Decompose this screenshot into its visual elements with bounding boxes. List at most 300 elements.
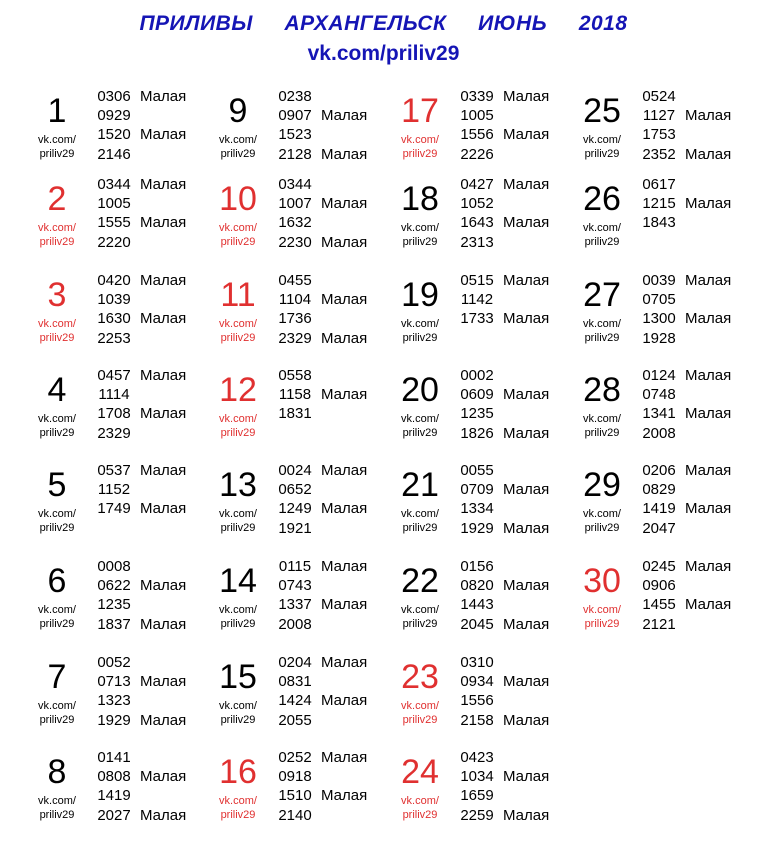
day-24 bbox=[389, 748, 571, 828]
day-link-line: vk.com/ bbox=[219, 700, 257, 712]
day-27 bbox=[571, 271, 753, 351]
tide-time: 1643 bbox=[460, 214, 494, 232]
tide-time: 2140 bbox=[278, 806, 312, 824]
low-water-label: Малая bbox=[321, 462, 368, 479]
day-link-line: vk.com/ bbox=[219, 134, 257, 146]
tide-time: 1837 bbox=[97, 615, 131, 633]
day-12 bbox=[207, 366, 389, 446]
day-25 bbox=[571, 87, 753, 167]
low-water-label: Малая bbox=[140, 577, 187, 595]
low-water-label: Малая bbox=[685, 145, 732, 163]
tide-time: 0906 bbox=[642, 577, 676, 595]
low-water-label: Малая bbox=[503, 711, 550, 729]
tide-time: 0455 bbox=[278, 272, 312, 289]
day-link-line: priliv29 bbox=[402, 236, 438, 248]
low-water-label: Малая bbox=[140, 272, 187, 289]
day-link-line: priliv29 bbox=[584, 618, 620, 630]
low-water-label: Малая bbox=[503, 126, 550, 144]
low-water-label: Малая bbox=[503, 424, 550, 442]
tide-time: 1510 bbox=[278, 787, 312, 805]
day-link bbox=[571, 133, 633, 161]
tide-time: 1419 bbox=[97, 787, 131, 805]
day-link bbox=[207, 221, 269, 249]
tide-time: 0420 bbox=[97, 272, 131, 289]
low-water-label: Малая bbox=[140, 500, 187, 518]
day-link bbox=[571, 221, 633, 249]
day-link-line: priliv29 bbox=[584, 522, 620, 534]
day-4 bbox=[26, 366, 208, 446]
day-link-line: vk.com/ bbox=[219, 604, 257, 616]
day-link-line: priliv29 bbox=[402, 427, 438, 439]
day-number: 6 bbox=[47, 562, 67, 600]
day-link bbox=[207, 317, 269, 345]
tide-time: 2008 bbox=[642, 424, 676, 442]
low-water-label: Малая bbox=[685, 405, 732, 423]
day-link-line: vk.com/ bbox=[38, 508, 76, 520]
tide-time: 0052 bbox=[97, 654, 131, 671]
day-link bbox=[207, 507, 269, 535]
day-number: 19 bbox=[401, 276, 439, 314]
day-link bbox=[26, 794, 88, 822]
tide-time: 1300 bbox=[642, 310, 676, 328]
day-18 bbox=[389, 175, 571, 255]
day-number: 20 bbox=[401, 371, 439, 409]
day-link bbox=[389, 317, 451, 345]
low-water-label: Малая bbox=[321, 329, 368, 347]
day-link-line: vk.com/ bbox=[401, 222, 439, 234]
tide-time: 2128 bbox=[278, 145, 312, 163]
low-water-label: Малая bbox=[321, 596, 368, 614]
day-number: 22 bbox=[401, 562, 439, 600]
tide-time: 0206 bbox=[642, 462, 676, 479]
tide-time: 1341 bbox=[642, 405, 676, 423]
day-link-line: priliv29 bbox=[584, 332, 620, 344]
low-water-label: Малая bbox=[321, 233, 368, 251]
low-water-label: Малая bbox=[503, 214, 550, 232]
tide-time: 1523 bbox=[278, 126, 312, 144]
tide-time: 2329 bbox=[278, 329, 312, 347]
day-link-line: vk.com/ bbox=[583, 413, 621, 425]
low-water-label: Малая bbox=[503, 176, 550, 193]
day-link bbox=[389, 699, 451, 727]
tide-time: 0609 bbox=[460, 386, 494, 404]
day-21 bbox=[389, 461, 571, 541]
day-29 bbox=[571, 461, 753, 541]
low-water-label: Малая bbox=[140, 615, 187, 633]
tide-time: 0652 bbox=[278, 481, 312, 499]
tide-time: 1007 bbox=[278, 195, 312, 213]
day-number: 27 bbox=[583, 276, 621, 314]
low-water-label: Малая bbox=[503, 386, 550, 404]
tide-time: 1753 bbox=[642, 126, 676, 144]
day-link-line: vk.com/ bbox=[38, 700, 76, 712]
day-link bbox=[571, 317, 633, 345]
day-3 bbox=[26, 271, 208, 351]
day-number: 25 bbox=[583, 92, 621, 130]
day-11 bbox=[207, 271, 389, 351]
day-link-line: priliv29 bbox=[584, 236, 620, 248]
low-water-label: Малая bbox=[685, 195, 732, 213]
day-1 bbox=[26, 87, 208, 167]
tide-time: 1556 bbox=[460, 126, 494, 144]
tide-time: 1630 bbox=[97, 310, 131, 328]
tide-time: 1323 bbox=[97, 692, 131, 710]
tide-time: 1556 bbox=[460, 692, 494, 710]
day-link bbox=[26, 507, 88, 535]
day-link-line: vk.com/ bbox=[401, 318, 439, 330]
tide-time: 0537 bbox=[97, 462, 131, 479]
day-link bbox=[26, 133, 88, 161]
day-link-line: vk.com/ bbox=[38, 318, 76, 330]
day-link-line: priliv29 bbox=[39, 148, 75, 160]
tide-time: 2329 bbox=[97, 424, 131, 442]
day-20 bbox=[389, 366, 571, 446]
day-link bbox=[571, 603, 633, 631]
tide-time: 0907 bbox=[278, 107, 312, 125]
low-water-label: Малая bbox=[503, 272, 550, 289]
day-link-line: vk.com/ bbox=[583, 508, 621, 520]
tide-time: 1104 bbox=[278, 291, 312, 309]
tide-time: 2352 bbox=[642, 145, 676, 163]
tide-time: 0829 bbox=[642, 481, 676, 499]
tide-time: 0344 bbox=[278, 176, 312, 193]
tide-time: 1843 bbox=[642, 214, 676, 232]
day-link-line: vk.com/ bbox=[401, 508, 439, 520]
tide-time: 2121 bbox=[642, 615, 676, 633]
low-water-label: Малая bbox=[503, 310, 550, 328]
day-number: 3 bbox=[47, 276, 67, 314]
day-13 bbox=[207, 461, 389, 541]
day-number: 13 bbox=[219, 466, 257, 504]
day-number: 15 bbox=[219, 658, 257, 696]
tide-time: 0705 bbox=[642, 291, 676, 309]
day-link-line: priliv29 bbox=[220, 618, 256, 630]
tide-time: 1114 bbox=[98, 386, 130, 404]
tide-time: 1749 bbox=[97, 500, 131, 518]
day-link-line: priliv29 bbox=[39, 714, 75, 726]
day-23 bbox=[389, 653, 571, 733]
tide-time: 1334 bbox=[460, 500, 494, 518]
low-water-label: Малая bbox=[140, 214, 187, 232]
tide-time: 0457 bbox=[97, 367, 131, 384]
day-link-line: priliv29 bbox=[39, 427, 75, 439]
low-water-label: Малая bbox=[503, 768, 550, 786]
low-water-label: Малая bbox=[140, 88, 187, 105]
tide-time: 1235 bbox=[97, 596, 131, 614]
tide-time: 1443 bbox=[460, 596, 494, 614]
day-link-line: priliv29 bbox=[220, 148, 256, 160]
day-link-line: vk.com/ bbox=[219, 795, 257, 807]
tide-time: 0709 bbox=[460, 481, 494, 499]
day-link bbox=[389, 133, 451, 161]
day-number: 7 bbox=[47, 658, 67, 696]
day-link-line: vk.com/ bbox=[583, 318, 621, 330]
tide-time: 1929 bbox=[97, 711, 131, 729]
low-water-label: Малая bbox=[503, 806, 550, 824]
tide-time: 0427 bbox=[460, 176, 494, 193]
low-water-label: Малая bbox=[685, 367, 732, 384]
tide-time: 1736 bbox=[278, 310, 312, 328]
low-water-label: Малая bbox=[140, 367, 187, 384]
low-water-label: Малая bbox=[321, 692, 368, 710]
low-water-label: Малая bbox=[685, 462, 732, 479]
tide-time: 0934 bbox=[460, 673, 494, 691]
day-number: 4 bbox=[47, 371, 67, 409]
day-link bbox=[207, 603, 269, 631]
low-water-label: Малая bbox=[321, 386, 368, 404]
day-link-line: priliv29 bbox=[39, 522, 75, 534]
day-link bbox=[207, 699, 269, 727]
low-water-label: Малая bbox=[140, 768, 187, 786]
tide-time: 1034 bbox=[460, 768, 494, 786]
day-6 bbox=[26, 557, 208, 637]
tide-time: 1127 bbox=[642, 107, 676, 125]
tide-time: 1235 bbox=[460, 405, 494, 423]
tide-time: 0245 bbox=[642, 558, 676, 575]
day-link-line: priliv29 bbox=[402, 809, 438, 821]
tide-time: 2027 bbox=[97, 806, 131, 824]
day-link-line: priliv29 bbox=[220, 332, 256, 344]
tide-time: 1052 bbox=[460, 195, 494, 213]
low-water-label: Малая bbox=[503, 615, 550, 633]
tide-time: 0002 bbox=[460, 367, 494, 384]
day-14 bbox=[207, 557, 389, 637]
day-19 bbox=[389, 271, 571, 351]
tide-time: 0617 bbox=[642, 176, 676, 193]
day-number: 18 bbox=[401, 180, 439, 218]
day-link bbox=[389, 507, 451, 535]
tide-time: 1520 bbox=[97, 126, 131, 144]
tide-time: 0008 bbox=[97, 558, 131, 575]
low-water-label: Малая bbox=[140, 673, 187, 691]
day-10 bbox=[207, 175, 389, 255]
tide-time: 1632 bbox=[278, 214, 312, 232]
tide-time: 0808 bbox=[97, 768, 131, 786]
tide-time: 2047 bbox=[642, 519, 676, 537]
day-16 bbox=[207, 748, 389, 828]
day-link bbox=[571, 412, 633, 440]
low-water-label: Малая bbox=[321, 195, 368, 213]
tide-time: 0558 bbox=[278, 367, 312, 384]
day-link-line: priliv29 bbox=[39, 332, 75, 344]
day-link-line: vk.com/ bbox=[219, 413, 257, 425]
tide-time: 0344 bbox=[97, 176, 131, 193]
tide-time: 1142 bbox=[460, 291, 494, 309]
day-number: 10 bbox=[219, 180, 257, 218]
tide-time: 1419 bbox=[642, 500, 676, 518]
day-number: 8 bbox=[47, 753, 67, 791]
day-link-line: priliv29 bbox=[39, 618, 75, 630]
tide-time: 0124 bbox=[642, 367, 676, 384]
page-title: ПРИЛИВЫ АРХАНГЕЛЬСК ИЮНЬ 2018 bbox=[139, 12, 628, 35]
low-water-label: Малая bbox=[140, 806, 187, 824]
tide-time: 1831 bbox=[278, 405, 312, 423]
tide-time: 1826 bbox=[460, 424, 494, 442]
tide-time: 2146 bbox=[97, 145, 131, 163]
day-number: 24 bbox=[401, 753, 439, 791]
tide-time: 1928 bbox=[642, 329, 676, 347]
low-water-label: Малая bbox=[685, 558, 732, 575]
day-link-line: priliv29 bbox=[402, 522, 438, 534]
day-link-line: priliv29 bbox=[39, 809, 75, 821]
day-number: 5 bbox=[47, 466, 67, 504]
day-number: 26 bbox=[583, 180, 621, 218]
low-water-label: Малая bbox=[685, 310, 732, 328]
tide-time: 0141 bbox=[97, 749, 131, 766]
tide-time: 2220 bbox=[97, 233, 131, 251]
tide-time: 0339 bbox=[460, 88, 494, 105]
tide-time: 2253 bbox=[97, 329, 131, 347]
tide-time: 2259 bbox=[460, 806, 494, 824]
tide-time: 2158 bbox=[460, 711, 494, 729]
day-link-line: vk.com/ bbox=[583, 222, 621, 234]
day-17 bbox=[389, 87, 571, 167]
tide-time: 0743 bbox=[278, 577, 312, 595]
tide-time: 1555 bbox=[97, 214, 131, 232]
tide-time: 1659 bbox=[460, 787, 494, 805]
tide-time: 1215 bbox=[642, 195, 676, 213]
low-water-label: Малая bbox=[140, 310, 187, 328]
day-link-line: vk.com/ bbox=[401, 604, 439, 616]
tide-time: 0310 bbox=[460, 654, 494, 671]
day-22 bbox=[389, 557, 571, 637]
day-number: 17 bbox=[401, 92, 439, 130]
day-link bbox=[389, 794, 451, 822]
day-link-line: vk.com/ bbox=[38, 604, 76, 616]
tide-time: 0713 bbox=[97, 673, 131, 691]
day-link bbox=[26, 412, 88, 440]
tide-time: 0831 bbox=[278, 673, 312, 691]
day-link-line: priliv29 bbox=[402, 618, 438, 630]
tide-time: 0748 bbox=[642, 386, 676, 404]
low-water-label: Малая bbox=[503, 481, 550, 499]
tide-time: 2045 bbox=[460, 615, 494, 633]
day-link bbox=[26, 603, 88, 631]
day-link bbox=[389, 412, 451, 440]
day-26 bbox=[571, 175, 753, 255]
low-water-label: Малая bbox=[685, 500, 732, 518]
tide-time: 0918 bbox=[278, 768, 312, 786]
tide-time: 2230 bbox=[278, 233, 312, 251]
tide-time: 1337 bbox=[278, 596, 312, 614]
day-number: 30 bbox=[583, 562, 621, 600]
day-28 bbox=[571, 366, 753, 446]
day-link-line: vk.com/ bbox=[583, 134, 621, 146]
tide-time: 0024 bbox=[278, 462, 312, 479]
page-subtitle: vk.com/priliv29 bbox=[307, 42, 460, 65]
low-water-label: Малая bbox=[321, 787, 368, 805]
day-number: 16 bbox=[219, 753, 257, 791]
tide-time: 0929 bbox=[97, 107, 131, 125]
day-link-line: priliv29 bbox=[220, 522, 256, 534]
low-water-label: Малая bbox=[321, 145, 368, 163]
day-link-line: priliv29 bbox=[402, 332, 438, 344]
day-number: 1 bbox=[47, 92, 67, 130]
day-number: 21 bbox=[401, 466, 439, 504]
tide-time: 1005 bbox=[460, 107, 494, 125]
tide-time: 2226 bbox=[460, 145, 494, 163]
day-link-line: priliv29 bbox=[584, 148, 620, 160]
day-8 bbox=[26, 748, 208, 828]
tide-time: 0252 bbox=[278, 749, 312, 766]
tide-time: 1921 bbox=[278, 519, 312, 537]
day-number: 11 bbox=[220, 276, 256, 314]
tide-time: 0115 bbox=[278, 558, 312, 575]
day-link-line: priliv29 bbox=[402, 148, 438, 160]
day-link bbox=[571, 507, 633, 535]
tide-time: 0238 bbox=[278, 88, 312, 105]
low-water-label: Малая bbox=[503, 673, 550, 691]
tide-time: 1424 bbox=[278, 692, 312, 710]
tide-time: 2008 bbox=[278, 615, 312, 633]
day-link bbox=[207, 412, 269, 440]
day-5 bbox=[26, 461, 208, 541]
low-water-label: Малая bbox=[503, 577, 550, 595]
day-link-line: vk.com/ bbox=[583, 604, 621, 616]
day-link-line: vk.com/ bbox=[38, 413, 76, 425]
tide-time: 0423 bbox=[460, 749, 494, 766]
tide-time: 0039 bbox=[642, 272, 676, 289]
day-link bbox=[207, 794, 269, 822]
low-water-label: Малая bbox=[140, 405, 187, 423]
day-30 bbox=[571, 557, 753, 637]
tide-time: 1152 bbox=[97, 481, 131, 499]
tide-time: 0515 bbox=[460, 272, 494, 289]
low-water-label: Малая bbox=[140, 176, 187, 193]
low-water-label: Малая bbox=[140, 126, 187, 144]
tide-time: 1249 bbox=[278, 500, 312, 518]
day-2 bbox=[26, 175, 208, 255]
tide-time: 1708 bbox=[97, 405, 131, 423]
day-link bbox=[389, 221, 451, 249]
day-number: 29 bbox=[583, 466, 621, 504]
day-link-line: priliv29 bbox=[220, 714, 256, 726]
day-link-line: priliv29 bbox=[220, 236, 256, 248]
tide-time: 1733 bbox=[460, 310, 494, 328]
day-link bbox=[26, 699, 88, 727]
day-link-line: vk.com/ bbox=[401, 413, 439, 425]
day-15 bbox=[207, 653, 389, 733]
day-link-line: vk.com/ bbox=[219, 318, 257, 330]
day-number: 2 bbox=[47, 180, 67, 218]
day-link-line: vk.com/ bbox=[38, 795, 76, 807]
day-link-line: priliv29 bbox=[220, 427, 256, 439]
tide-time: 0622 bbox=[97, 577, 131, 595]
low-water-label: Малая bbox=[321, 749, 368, 766]
day-link bbox=[389, 603, 451, 631]
day-link bbox=[207, 133, 269, 161]
low-water-label: Малая bbox=[140, 462, 187, 479]
low-water-label: Малая bbox=[503, 519, 550, 537]
tide-time: 2313 bbox=[460, 233, 494, 251]
low-water-label: Малая bbox=[685, 596, 732, 614]
tide-time: 0820 bbox=[460, 577, 494, 595]
tide-time: 0306 bbox=[97, 88, 131, 105]
tide-time: 1039 bbox=[97, 291, 131, 309]
tide-time: 0524 bbox=[642, 88, 676, 105]
tide-time: 1005 bbox=[97, 195, 131, 213]
day-number: 14 bbox=[219, 562, 257, 600]
low-water-label: Малая bbox=[685, 272, 732, 289]
day-link-line: vk.com/ bbox=[219, 508, 257, 520]
day-link bbox=[26, 317, 88, 345]
low-water-label: Малая bbox=[321, 291, 368, 309]
tide-time: 1929 bbox=[460, 519, 494, 537]
tide-time: 0204 bbox=[278, 654, 312, 671]
day-link-line: vk.com/ bbox=[219, 222, 257, 234]
day-link-line: priliv29 bbox=[584, 427, 620, 439]
low-water-label: Малая bbox=[321, 558, 368, 575]
